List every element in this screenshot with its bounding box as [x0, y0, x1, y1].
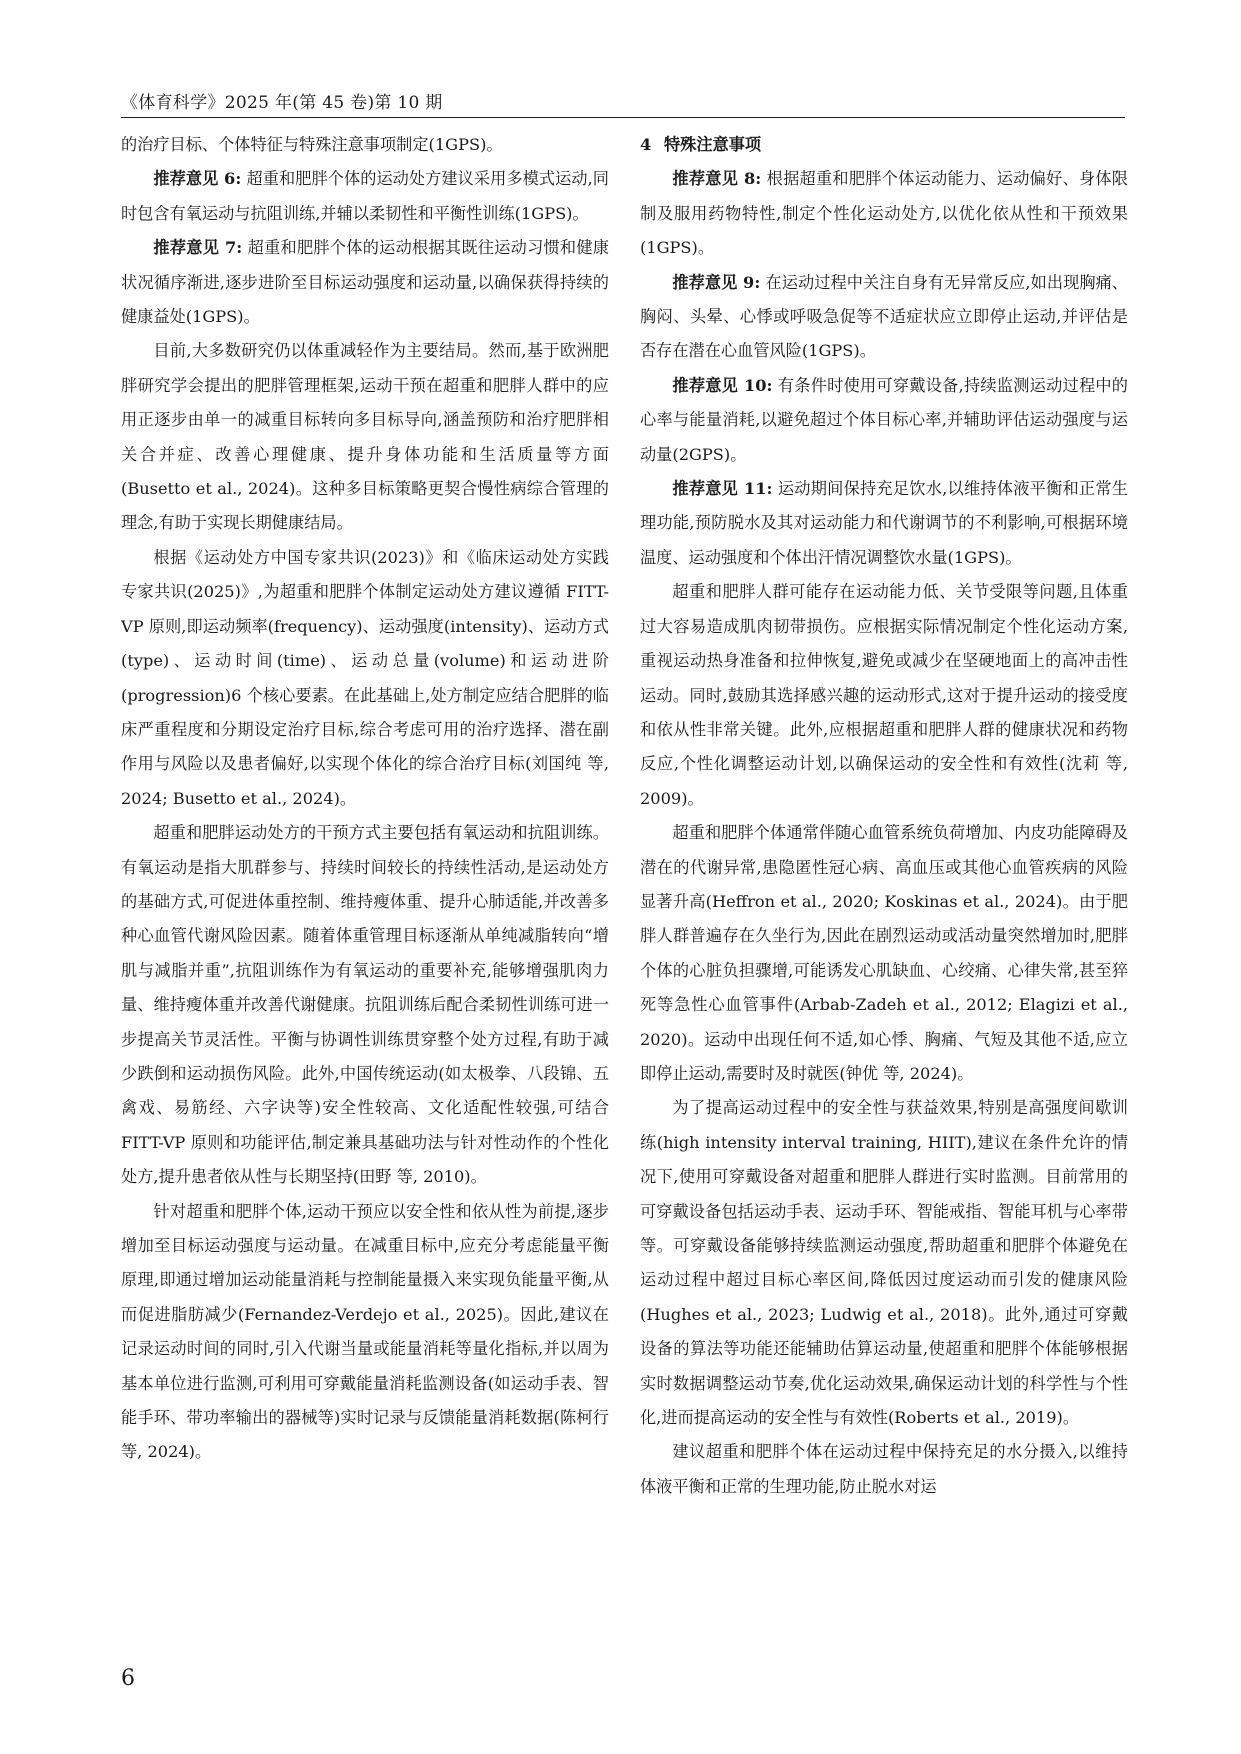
body-paragraph: 超重和肥胖人群可能存在运动能力低、关节受限等问题,且体重过大容易造成肌肉韧带损伤。应根据实际情况制定个性化运动方案,重视运动热身准备和拉伸恢复,避免或减少在坚硬地面上的高冲击性运动。同时,鼓励其选择感兴趣的运动形式,这对于提升运动的接受度和依从性非常关键。此外,应根据超重和肥胖人群的健康状况和药物反应,个性化调整运动计划,以确保运动的安全性和有效性(沈莉 等, 2009)。: [640, 582, 1128, 808]
recommendation-6: [121, 162, 609, 231]
recommendation-text: 超重和肥胖个体的运动处方建议采用多模式运动,同时包含有氧运动与抗阻训练,并辅以柔韧性和平衡性训练(1GPS)。: [121, 169, 609, 223]
recommendation-label: 推荐意见 11:: [672, 479, 773, 499]
recommendation-text: 在运动过程中关注自身有无异常反应,如出现胸痛、胸闷、头晕、心悸或呼吸急促等不适症状应立即停止运动,并评估是否存在潜在心血管风险(1GPS)。: [640, 272, 1128, 361]
body-paragraph: 超重和肥胖个体通常伴随心血管系统负荷增加、内皮功能障碍及潜在的代谢异常,患隐匿性冠心病、高血压或其他心血管疾病的风险显著升高(Heffron et al., 2020; Koskinas et al., 2024)。由于肥胖人群普遍存在久坐行为,因此在剧烈运动或活动量突然增加时,肥胖个体的心脏负担骤增,可能诱发心肌缺血、心绞痛、心律失常,甚至猝死等急性心血管事件(Arbab-Zadeh et al., 2012; Elagizi et al., 2020)。运动中出现任何不适,如心悸、胸痛、气短及其他不适,应立即停止运动,需要时及时就医(钟优 等, 2024)。: [640, 823, 1128, 1083]
recommendation-text: 超重和肥胖个体的运动根据其既往运动习惯和健康状况循序渐进,逐步进阶至目标运动强度和运动量,以确保获得持续的健康益处(1GPS)。: [121, 238, 609, 327]
body-paragraph: 建议超重和肥胖个体在运动过程中保持充足的水分摄入,以维持体液平衡和正常的生理功能,防止脱水对运: [640, 1442, 1128, 1496]
recommendation-7: [121, 231, 609, 334]
header-rule: [121, 117, 1125, 118]
body-paragraph: 超重和肥胖运动处方的干预方式主要包括有氧运动和抗阻训练。有氧运动是指大肌群参与、持续时间较长的持续性活动,是运动处方的基础方式,可促进体重控制、维持瘦体重、提升心肺适能,并改善多种心血管代谢风险因素。随着体重管理目标逐渐从单纯减脂转向“增肌与减脂并重”,抗阻训练作为有氧运动的重要补充,能够增强肌肉力量、维持瘦体重并改善代谢健康。抗阻训练后配合柔韧性训练可进一步提高关节灵活性。平衡与协调性训练贯穿整个处方过程,有助于减少跌倒和运动损伤风险。此外,中国传统运动(如太极拳、八段锦、五禽戏、易筋经、六字诀等)安全性较高、文化适配性较强,可结合 FITT-VP 原则和功能评估,制定兼具基础功法与针对性动作的个性化处方,提升患者依从性与长期坚持(田野 等, 2010)。: [121, 823, 609, 1187]
recommendation-text: 运动期间保持充足饮水,以维持体液平衡和正常生理功能,预防脱水及其对运动能力和代谢调节的不利影响,可根据环境温度、运动强度和个体出汗情况调整饮水量(1GPS)。: [640, 479, 1128, 567]
recommendation-text: 有条件时使用可穿戴设备,持续监测运动过程中的心率与能量消耗,以避免超过个体目标心率,并辅助评估运动强度与运动量(2GPS)。: [640, 375, 1128, 464]
section-number: 4: [640, 135, 652, 154]
body-paragraph: 目前,大多数研究仍以体重减轻作为主要结局。然而,基于欧洲肥胖研究学会提出的肥胖管理框架,运动干预在超重和肥胖人群中的应用正逐步由单一的减重目标转向多目标导向,涵盖预防和治疗肥胖相关合并症、改善心理健康、提升身体功能和生活质量等方面(Busetto et al., 2024)。这种多目标策略更契合慢性病综合管理的理念,有助于实现长期健康结局。: [121, 341, 609, 533]
recommendation-text: 根据超重和肥胖个体运动能力、运动偏好、身体限制及服用药物特性,制定个性化运动处方,以优化依从性和干预效果(1GPS)。: [640, 169, 1128, 258]
body-paragraph: 针对超重和肥胖个体,运动干预应以安全性和依从性为前提,逐步增加至目标运动强度与运动量。在减重目标中,应充分考虑能量平衡原理,即通过增加运动能量消耗与控制能量摄入来实现负能量平衡,从而促进脂肪减少(Fernandez-Verdejo et al., 2025)。因此,建议在记录运动时间的同时,引入代谢当量或能量消耗等量化指标,并以周为基本单位进行监测,可利用可穿戴能量消耗监测设备(如运动手表、智能手环、带功率输出的器械等)实时记录与反馈能量消耗数据(陈柯行 等, 2024)。: [121, 1201, 609, 1462]
section-heading: [640, 128, 1128, 162]
section-title: 特殊注意事项: [664, 135, 762, 154]
recommendation-label: 推荐意见 9:: [672, 272, 761, 292]
body-paragraph: 根据《运动处方中国专家共识(2023)》和《临床运动处方实践专家共识(2025)》,为超重和肥胖个体制定运动处方建议遵循 FITT-VP 原则,即运动频率(frequency)、运动强度(intensity)、运动方式(type)、运动时间(time)、运动总量(volume)和运动进阶(progression)6 个核心要素。在此基础上,处方制定应结合肥胖的临床严重程度和分期设定治疗目标,综合考虑可用的治疗选择、潜在副作用与风险以及患者偏好,以实现个体化的综合治疗目标(刘国纯 等, 2024; Busetto et al., 2024)。: [121, 547, 609, 808]
right-column: [640, 128, 1128, 1504]
recommendation-label: 推荐意见 8:: [672, 169, 762, 189]
running-header: 《体育科学》2025 年(第 45 卷)第 10 期: [121, 93, 443, 113]
recommendation-label: 推荐意见 6:: [153, 169, 242, 189]
recommendation-9: [640, 266, 1128, 369]
body-paragraph: 为了提高运动过程中的安全性与获益效果,特别是高强度间歇训练(high intensity interval training, HIIT),建议在条件允许的情况下,使用可穿戴设备对超重和肥胖人群进行实时监测。目前常用的可穿戴设备包括运动手表、运动手环、智能戒指、智能耳机与心率带等。可穿戴设备能够持续监测运动强度,帮助超重和肥胖个体避免在运动过程中超过目标心率区间,降低因过度运动而引发的健康风险(Hughes et al., 2023; Ludwig et al., 2018)。此外,通过可穿戴设备的算法等功能还能辅助估算运动量,使超重和肥胖个体能够根据实时数据调整运动节奏,优化运动效果,确保运动计划的科学性与个性化,进而提高运动的安全性与有效性(Roberts et al., 2019)。: [640, 1098, 1128, 1428]
paragraph-continuation: 的治疗目标、个体特征与特殊注意事项制定(1GPS)。: [121, 135, 503, 154]
recommendation-8: [640, 162, 1128, 265]
left-column: [121, 128, 609, 1470]
recommendation-10: [640, 369, 1128, 472]
recommendation-11: [640, 472, 1128, 575]
page-number: 6: [121, 1666, 135, 1691]
recommendation-label: 推荐意见 10:: [672, 375, 773, 395]
recommendation-label: 推荐意见 7:: [153, 238, 243, 258]
